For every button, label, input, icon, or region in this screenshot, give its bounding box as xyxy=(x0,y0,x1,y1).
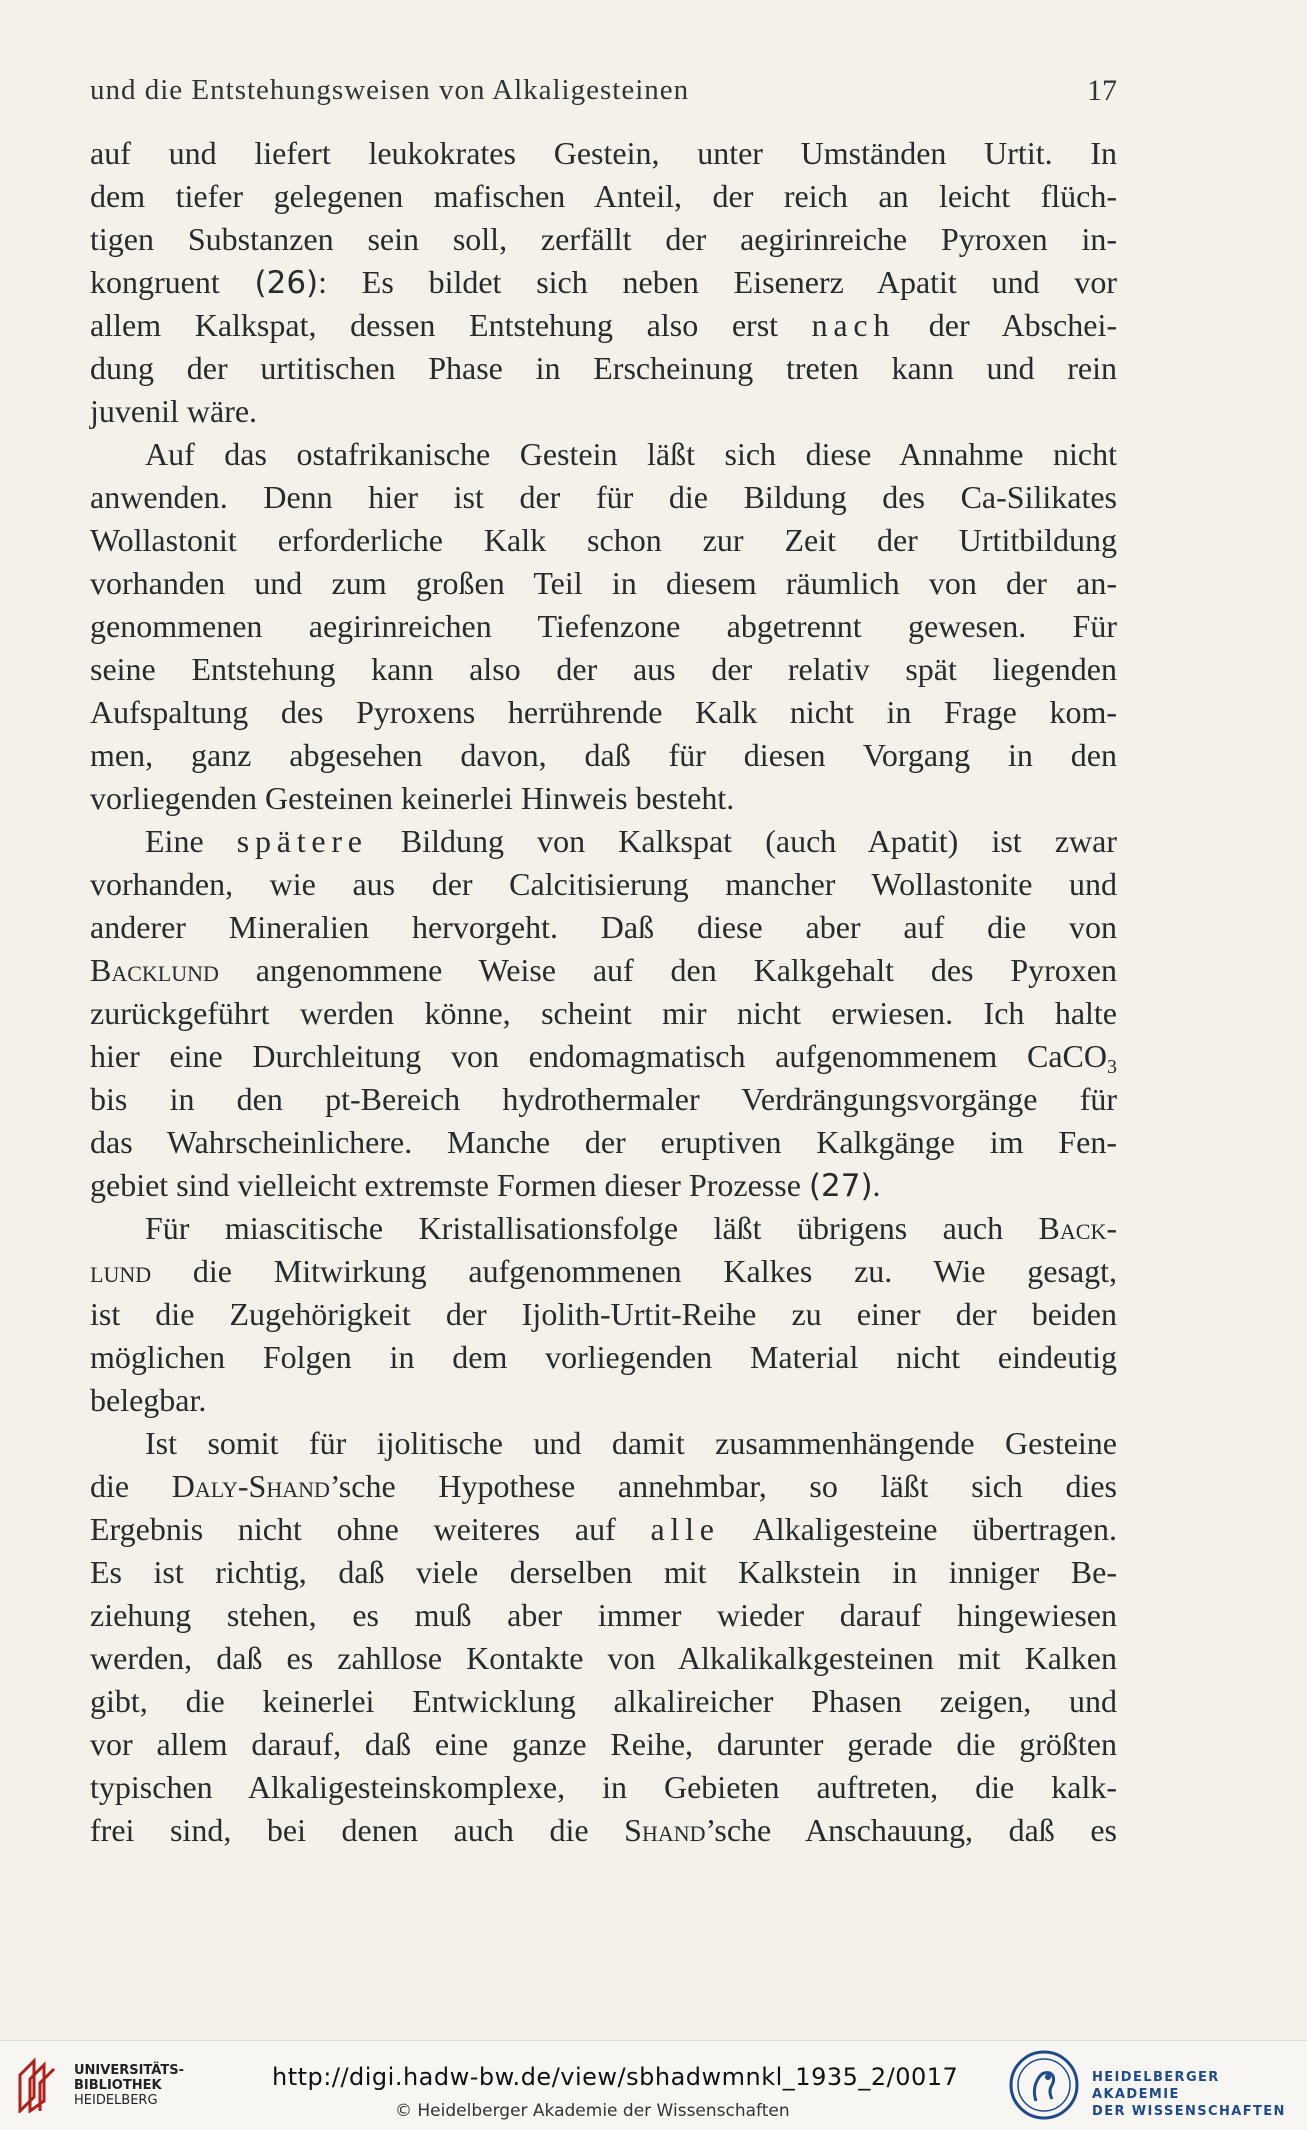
text-line: Ist somit für ijolitische und damit zusammenhängende Gesteine xyxy=(145,1425,1117,1461)
permalink-url[interactable]: http://digi.hadw-bw.de/view/sbhadwmnkl_1935_2/0017 xyxy=(272,2063,959,2091)
text-line: ziehung stehen, es muß aber immer wieder darauf hingewiesen xyxy=(90,1597,1117,1633)
library-name: UNIVERSITÄTS- BIBLIOTHEK HEIDELBERG xyxy=(74,2063,184,2108)
text-line: möglichen Folgen in dem vorliegenden Material nicht eindeutig xyxy=(90,1339,1117,1375)
text-line: seine Entstehung kann also der aus der relativ spät liegenden xyxy=(90,651,1117,687)
text-line: vorhanden, wie aus der Calcitisierung mancher Wollastonite und xyxy=(90,866,1117,902)
text-line: hier eine Durchleitung von endomagmatisch aufgenommenem CaCO$_3$ xyxy=(90,1038,1117,1078)
text-line: Wollastonit erforderliche Kalk schon zur Zeit der Urtitbildung xyxy=(90,522,1117,558)
text-line: bis in den pt-Bereich hydrothermaler Verdrängungsvorgänge für xyxy=(90,1081,1117,1117)
academy-name: HEIDELBERGER AKADEMIE DER WISSENSCHAFTEN xyxy=(1092,2070,1286,2119)
ub-heidelberg-logo-icon xyxy=(14,2053,62,2113)
spaced-emphasis: alle xyxy=(650,1511,720,1547)
text-line: Aufspaltung des Pyroxens herrührende Kalk nicht in Frage kom- xyxy=(90,694,1117,730)
running-title: und die Entstehungsweisen von Alkaligesteinen xyxy=(90,74,690,106)
text-line: anderer Mineralien hervorgeht. Daß diese aber auf die von xyxy=(90,909,1117,945)
text-line: vorhanden und zum großen Teil in diesem räumlich von der an- xyxy=(90,565,1117,601)
text-line: kongruent (26): Es bildet sich neben Eisenerz Apatit und vor xyxy=(90,264,1118,301)
text-line: belegbar. xyxy=(90,1382,207,1418)
page-number: 17 xyxy=(1087,74,1117,107)
text-line: frei sind, bei denen auch die Shand’sche Anschauung, daß es xyxy=(90,1812,1118,1848)
text-line: Ergebnis nicht ohne weiteres auf alle Alkaligesteine übertragen. xyxy=(90,1511,1118,1547)
text-line: juvenil wäre. xyxy=(90,393,258,429)
text-line: typischen Alkaligesteinskomplexe, in Gebieten auftreten, die kalk- xyxy=(90,1769,1117,1805)
author-name: Backlund xyxy=(90,952,219,988)
text-line: ist die Zugehörigkeit der Ijolith-Urtit-Reihe zu einer der beiden xyxy=(90,1296,1117,1332)
text-line: vor allem darauf, daß eine ganze Reihe, darunter gerade die größten xyxy=(90,1726,1117,1762)
citation-number: (27) xyxy=(808,1168,873,1204)
text-line: zurückgeführt werden könne, scheint mir nicht erwiesen. Ich halte xyxy=(90,995,1117,1031)
text-line: vorliegenden Gesteinen keinerlei Hinweis besteht. xyxy=(90,780,735,816)
text-line: werden, daß es zahllose Kontakte von Alkalikalkgesteinen mit Kalken xyxy=(90,1640,1117,1676)
text-line: die Daly-Shand’sche Hypothese annehmbar, so läßt sich dies xyxy=(90,1468,1118,1504)
text-line: dung der urtitischen Phase in Erscheinung treten kann und rein xyxy=(90,350,1117,386)
text-line: anwenden. Denn hier ist der für die Bildung des Ca-Silikates xyxy=(90,479,1117,515)
running-header xyxy=(90,74,1117,114)
text-line: Backlund angenommene Weise auf den Kalkgehalt des Pyroxen xyxy=(90,952,1117,988)
text-line: gibt, die keinerlei Entwicklung alkalireicher Phasen zeigen, und xyxy=(90,1683,1117,1719)
text-line: Eine spätere Bildung von Kalkspat (auch Apatit) ist zwar xyxy=(145,823,1118,859)
author-name: lund xyxy=(90,1253,152,1289)
author-name: Back- xyxy=(1038,1210,1117,1246)
subscript: 3 xyxy=(1107,1056,1117,1078)
text-line: auf und liefert leukokrates Gestein, unter Umständen Urtit. In xyxy=(90,135,1117,171)
text-line: das Wahrscheinlichere. Manche der eruptiven Kalkgänge im Fen- xyxy=(90,1124,1117,1160)
author-name: Daly-Shand xyxy=(171,1468,330,1504)
text-line: gebiet sind vielleicht extremste Formen dieser Prozesse (27). xyxy=(90,1167,881,1204)
text-line: Auf das ostafrikanische Gestein läßt sich diese Annahme nicht xyxy=(145,436,1117,472)
author-name: Shand xyxy=(624,1812,706,1848)
spaced-emphasis: nach xyxy=(811,307,896,343)
copyright-notice: © Heidelberger Akademie der Wissenschaften xyxy=(395,2101,790,2121)
text-line: Es ist richtig, daß viele derselben mit Kalkstein in inniger Be- xyxy=(90,1554,1117,1590)
text-line: tigen Substanzen sein soll, zerfällt der aegirinreiche Pyroxen in- xyxy=(90,221,1117,257)
text-line: genommenen aegirinreichen Tiefenzone abgetrennt gewesen. Für xyxy=(90,608,1117,644)
text-line: allem Kalkspat, dessen Entstehung also erst nach der Abschei- xyxy=(90,307,1117,343)
viewer-footer xyxy=(0,2040,1307,2130)
hawk-seal-icon xyxy=(1008,2049,1080,2121)
text-line: men, ganz abgesehen davon, daß für diesen Vorgang in den xyxy=(90,737,1117,773)
spaced-emphasis: spätere xyxy=(236,823,368,859)
body-text xyxy=(90,132,1117,1852)
text-line: Für miascitische Kristallisationsfolge läßt übrigens auch Back- xyxy=(145,1210,1117,1246)
citation-number: (26) xyxy=(254,265,319,301)
text-line: lund die Mitwirkung aufgenommenen Kalkes zu. Wie gesagt, xyxy=(90,1253,1117,1289)
text-line: dem tiefer gelegenen mafischen Anteil, der reich an leicht flüch- xyxy=(90,178,1117,214)
